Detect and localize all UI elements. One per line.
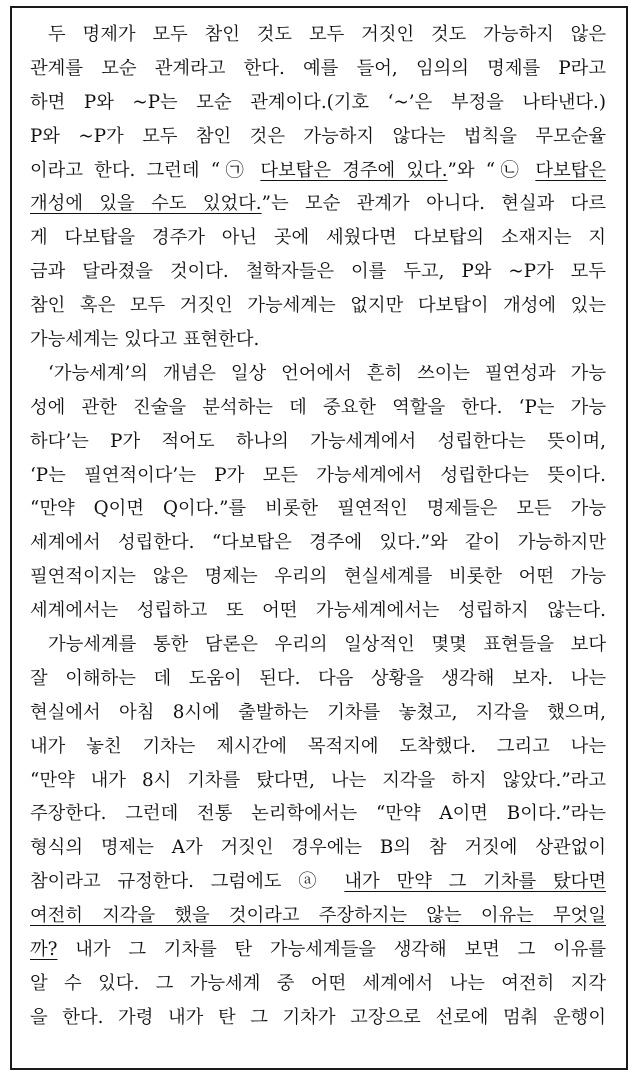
passage-line [30, 86, 606, 120]
passage-text [30, 18, 606, 1035]
passage-line [30, 323, 606, 357]
passage-line [30, 120, 606, 154]
passage-line [30, 797, 606, 831]
passage-line [30, 492, 606, 526]
text-segment: ‘가능세계’의 개념은 일상 언어에서 흔히 쓰이는 필연성과 가능 [48, 362, 606, 384]
text-segment: 내가 그 기차를 탄 가능세계들을 생각해 보면 그 이유를 [57, 939, 606, 961]
text-segment: 형식의 명제는 A가 거짓인 경우에는 B의 참 거짓에 상관없이 [30, 837, 606, 859]
underlined-text: 다보탑은 [535, 159, 606, 181]
text-segment: 하다’는 P가 적어도 하나의 가능세계에서 성립한다는 뜻이며, [30, 430, 606, 452]
passage-line [30, 560, 606, 594]
text-segment: 이라고 한다. 그런데 “㉠ [30, 159, 261, 181]
passage-line [30, 459, 606, 493]
text-segment: 내가 놓친 기차는 제시간에 목적지에 도착했다. 그리고 나는 [30, 735, 606, 757]
text-segment: 세계에서 성립한다. “다보탑은 경주에 있다.”와 같이 가능하지만 [30, 532, 606, 554]
text-segment: P와 ~P가 모두 참인 것은 가능하지 않다는 법칙을 무모순율 [30, 125, 606, 147]
text-segment: 세계에서는 성립하고 또 어떤 가능세계에서는 성립하지 않는다. [30, 600, 606, 622]
passage-line [30, 696, 606, 730]
underlined-text: 여전히 지각을 했을 것이라고 주장하지는 않는 이유는 무엇일 [30, 905, 606, 927]
passage-line [30, 255, 606, 289]
text-segment: 잘 이해하는 데 도움이 된다. 다음 상황을 생각해 보자. 나는 [30, 667, 606, 689]
text-segment: ‘P는 필연적이다’는 P가 모든 가능세계에서 성립한다는 뜻이다. [30, 464, 606, 486]
underlined-text: 내가 만약 그 기차를 탔다면 [344, 871, 606, 893]
passage-line [30, 628, 606, 662]
text-segment: 필연적이지는 않은 명제는 우리의 현실세계를 비롯한 어떤 가능 [30, 566, 606, 588]
underlined-text: 개성에 있을 수도 있었다. [30, 193, 262, 215]
underlined-text: 다보탑은 경주에 있다. [260, 159, 448, 181]
passage-line [30, 594, 606, 628]
passage-line [30, 865, 606, 899]
passage-line [30, 289, 606, 323]
text-segment: 알 수 있다. 그 가능세계 중 어떤 세계에서 나는 여전히 지각 [30, 972, 606, 994]
passage-line [30, 967, 606, 1001]
passage-line [30, 831, 606, 865]
passage-line [30, 899, 606, 933]
text-segment: 금과 달라졌을 것이다. 철학자들은 이를 두고, P와 ~P가 모두 [30, 261, 606, 283]
passage-line [30, 221, 606, 255]
text-segment: 게 다보탑을 경주가 아닌 곳에 세웠다면 다보탑의 소재지는 지 [30, 227, 606, 249]
passage-line [30, 154, 606, 188]
text-segment: 관계를 모순 관계라고 한다. 예를 들어, 임의의 명제를 P라고 [30, 57, 606, 79]
text-segment: “만약 Q이면 Q이다.”를 비롯한 필연적인 명제들은 모든 가능 [30, 498, 606, 520]
passage-line [30, 526, 606, 560]
passage-line [30, 933, 606, 967]
text-segment: 가능세계는 있다고 표현한다. [30, 329, 260, 351]
text-segment: 주장한다. 그런데 전통 논리학에서는 “만약 A이면 B이다.”라는 [30, 803, 606, 825]
passage-line [30, 391, 606, 425]
text-segment: 성에 관한 진술을 분석하는 데 중요한 역할을 한다. ‘P는 가능 [30, 396, 606, 418]
text-segment: 을 한다. 가령 내가 탄 그 기차가 고장으로 선로에 멈춰 운행이 [30, 1006, 606, 1028]
passage-line [30, 764, 606, 798]
passage-line [30, 18, 606, 52]
text-segment: 하면 P와 ~P는 모순 관계이다.(기호 ‘~’은 부정을 나타낸다.) [30, 91, 606, 113]
passage-line [30, 730, 606, 764]
text-segment: 가능세계를 통한 담론은 우리의 일상적인 몇몇 표현들을 보다 [48, 634, 606, 656]
text-segment: 두 명제가 모두 참인 것도 모두 거짓인 것도 가능하지 않은 [48, 24, 606, 45]
passage-line [30, 662, 606, 696]
text-segment: ”는 모순 관계가 아니다. 현실과 다르 [261, 193, 606, 215]
passage-line [30, 52, 606, 86]
passage-line [30, 425, 606, 459]
text-segment: 참인 혹은 모두 거짓인 가능세계는 없지만 다보탑이 개성에 있는 [30, 295, 606, 317]
underlined-text: 까? [30, 939, 58, 961]
text-segment: ”와 “㉡ [447, 159, 536, 181]
passage-line [30, 357, 606, 391]
passage-line [30, 1001, 606, 1035]
text-segment: 참이라고 규정한다. 그럼에도 ⓐ [30, 871, 345, 893]
passage-line [30, 187, 606, 221]
text-segment: 현실에서 아침 8시에 출발하는 기차를 놓쳤고, 지각을 했으며, [30, 701, 606, 723]
text-segment: “만약 내가 8시 기차를 탔다면, 나는 지각을 하지 않았다.”라고 [30, 769, 606, 791]
